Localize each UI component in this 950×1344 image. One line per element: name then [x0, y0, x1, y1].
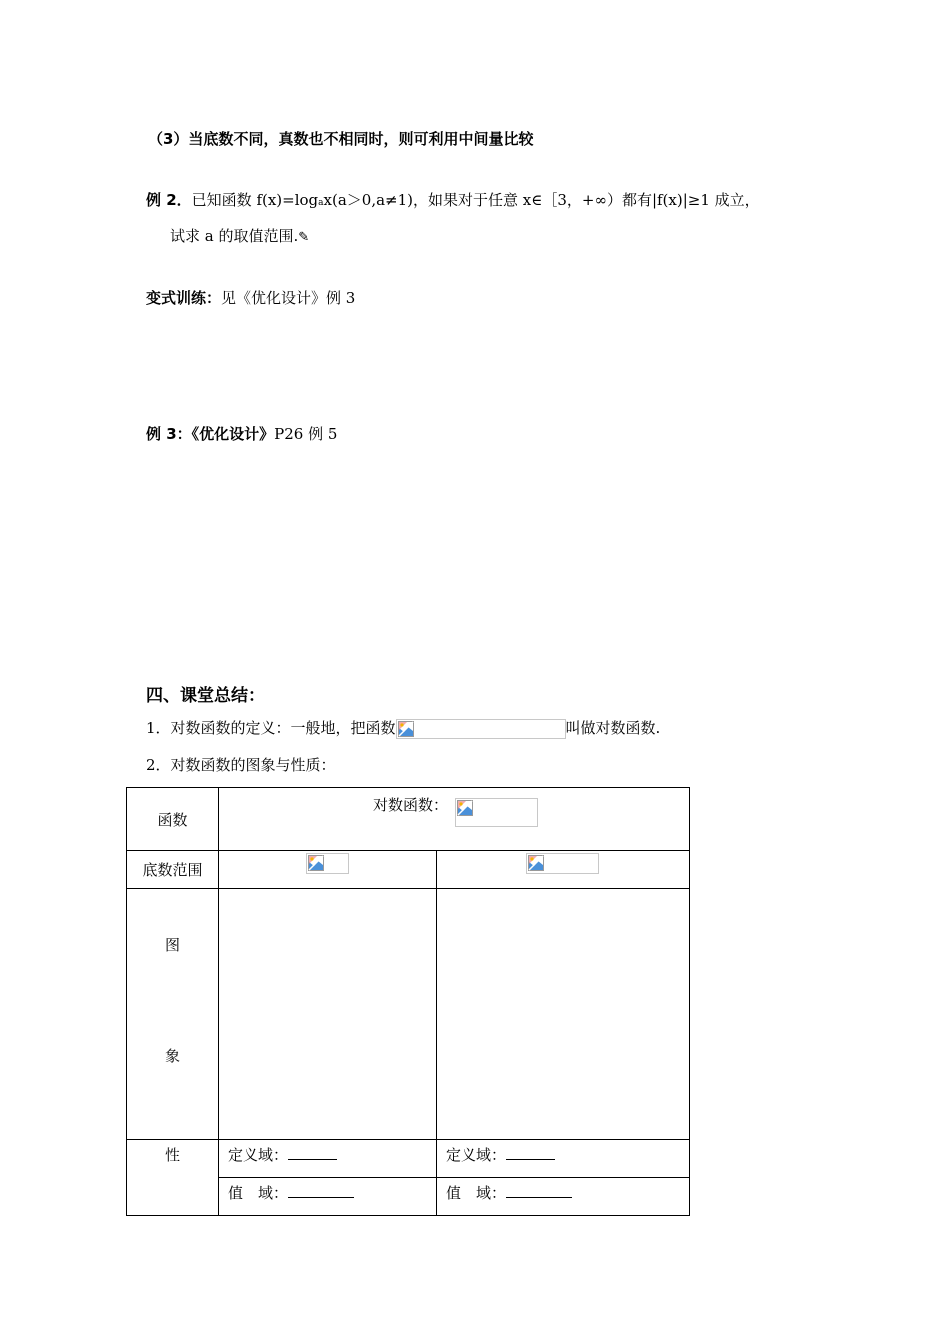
example-3-text: P26 例 5	[274, 425, 338, 443]
example-2-text-b: x(a＞0,a≠1)，如果对于任意 x∈［3，+∞）都有|f(x)|≥1 成立，	[323, 191, 760, 209]
variant-text: 见《优化设计》例 3	[221, 289, 356, 307]
graph-label-cell	[127, 889, 219, 1140]
example-3	[146, 423, 337, 444]
item-1-prefix: 1．对数函数的定义：一般地，把函数	[146, 719, 396, 737]
example-3-label: 例 3：《优化设计》	[146, 425, 275, 443]
base-range-image-1	[306, 853, 349, 874]
base-label: 底数范围	[142, 861, 203, 879]
prop-label: 性	[164, 1146, 180, 1164]
range-cell-1	[219, 1178, 437, 1216]
range-cell-2	[437, 1178, 690, 1216]
func-label: 函数	[157, 810, 188, 829]
domain-blank-2	[506, 1146, 555, 1160]
domain-label-1: 定义域：	[228, 1146, 289, 1164]
variant-label: 变式训练：	[146, 289, 222, 307]
example-2-label: 例 2．	[146, 191, 192, 209]
broken-image-icon	[398, 721, 414, 737]
base-range-image-2	[526, 853, 599, 874]
graph-label-2: 象	[165, 1047, 181, 1065]
func-label-cell	[127, 788, 219, 851]
domain-label-2: 定义域：	[446, 1146, 507, 1164]
graph-label-1: 图	[165, 936, 181, 954]
broken-image-icon	[457, 800, 473, 816]
range-label-1: 值 域：	[228, 1184, 289, 1202]
log-base-subscript: a	[318, 198, 324, 208]
example-2-text-c: 试求 a 的取值范围.	[170, 227, 299, 245]
range-blank-1	[288, 1184, 354, 1198]
pen-mark-icon: ✎	[298, 230, 310, 245]
range-label-2: 值 域：	[446, 1184, 507, 1202]
summary-item-1	[146, 717, 660, 739]
example-2-text-a: 已知函数 f(x)=log	[191, 191, 319, 209]
variant-training	[146, 287, 355, 308]
section-3-heading: （3）当底数不同，真数也不相同时，则可利用中间量比较	[148, 130, 534, 148]
broken-image-icon	[308, 855, 324, 871]
domain-cell-2	[437, 1140, 690, 1178]
example-2-line2	[170, 225, 309, 246]
item-1-suffix: 叫做对数函数.	[565, 719, 661, 737]
log-function-table	[126, 787, 690, 1216]
summary-heading: 四、课堂总结：	[146, 686, 265, 706]
summary-item-2: 2．对数函数的图象与性质：	[146, 756, 336, 774]
prop-label-cell	[127, 1140, 219, 1216]
graph-cell-1	[219, 889, 437, 1140]
func-value-prefix: 对数函数：	[373, 796, 449, 814]
func-formula-image	[455, 798, 538, 827]
graph-cell-2	[437, 889, 690, 1140]
func-value-cell	[219, 788, 690, 851]
range-blank-2	[506, 1184, 572, 1198]
base-range-cell-1	[219, 851, 437, 889]
example-2-line1	[146, 189, 760, 210]
base-label-cell	[127, 851, 219, 889]
function-formula-image	[396, 719, 566, 739]
domain-cell-1	[219, 1140, 437, 1178]
domain-blank-1	[288, 1146, 337, 1160]
base-range-cell-2	[437, 851, 690, 889]
broken-image-icon	[528, 855, 544, 871]
